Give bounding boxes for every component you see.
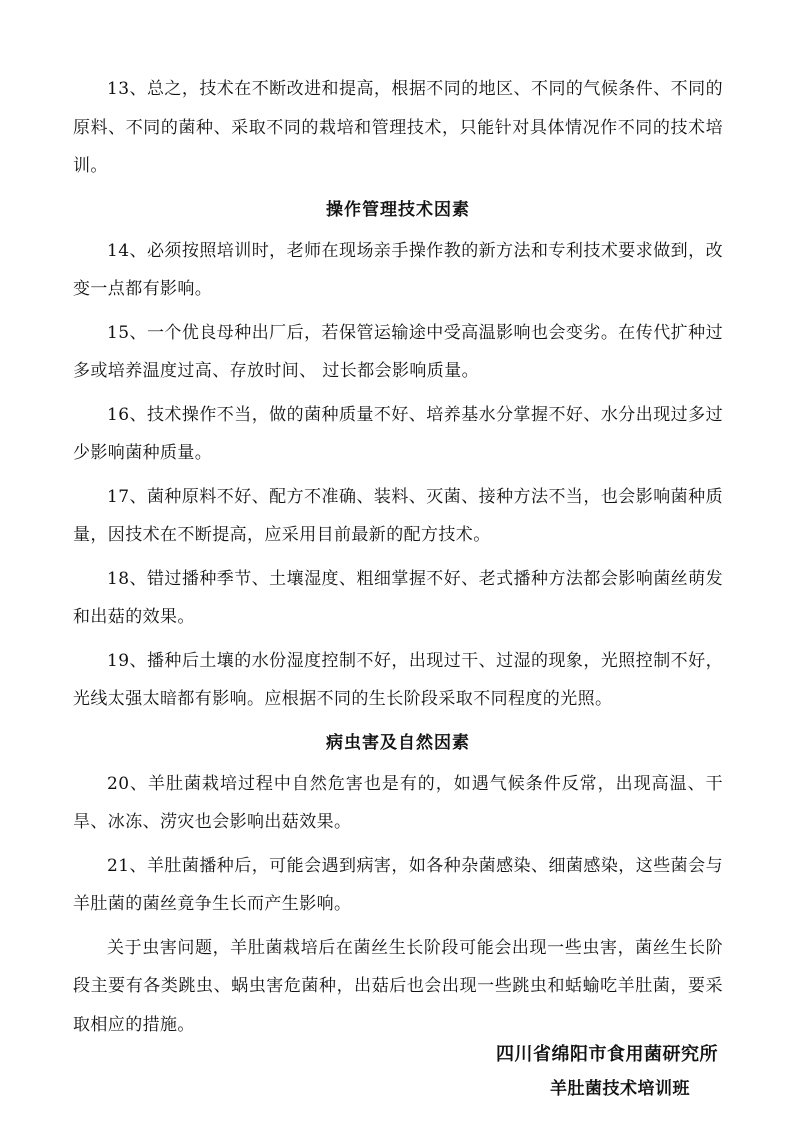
paragraph-19: 19、播种后土壤的水份湿度控制不好，出现过干、过湿的现象，光照控制不好，光线太强太暗都有影响。应根据不同的生长阶段采取不同程度的光照。 xyxy=(73,650,723,709)
section-heading-operation: 操作管理技术因素 xyxy=(326,199,470,220)
section-heading-disease: 病虫害及自然因素 xyxy=(326,732,470,753)
paragraph-14: 14、必须按照培训时，老师在现场亲手操作教的新方法和专利技术要求做到，改变一点都有影响。 xyxy=(73,240,723,299)
signature-training-class: 羊肚菌技术培训班 xyxy=(550,1079,690,1099)
paragraph-20: 20、羊肚菌栽培过程中自然危害也是有的，如遇气候条件反常，出现高温、干旱、冰冻、涝灾也会影响出菇效果。 xyxy=(73,773,723,832)
paragraph-13: 13、总之，技术在不断改进和提高，根据不同的地区、不同的气候条件、不同的原料、不同的菌种、采取不同的栽培和管理技术，只能针对具体情况作不同的技术培训。 xyxy=(73,79,723,176)
paragraph-17: 17、菌种原料不好、配方不准确、装料、灭菌、接种方法不当，也会影响菌种质量，因技术在不断提高，应采用目前最新的配方技术。 xyxy=(73,486,723,545)
signature-organization: 四川省绵阳市食用菌研究所 xyxy=(496,1044,718,1065)
paragraph-15: 15、一个优良母种出厂后，若保管运输途中受高温影响也会变劣。在传代扩种过多或培养温度过高、存放时间、 过长都会影响质量。 xyxy=(73,322,723,381)
paragraph-pests: 关于虫害问题，羊肚菌栽培后在菌丝生长阶段可能会出现一些虫害，菌丝生长阶段主要有各类跳虫、蜗虫害危菌种，出菇后也会出现一些跳虫和蛞蝓吃羊肚菌，要采取相应的措施。 xyxy=(73,937,723,1035)
paragraph-18: 18、错过播种季节、土壤湿度、粗细掌握不好、老式播种方法都会影响菌丝萌发和出菇的效果。 xyxy=(73,568,723,627)
paragraph-21: 21、羊肚菌播种后，可能会遇到病害，如各种杂菌感染、细菌感染，这些菌会与羊肚菌的菌丝竟争生长而产生影响。 xyxy=(73,855,723,914)
paragraph-16: 16、技术操作不当，做的菌种质量不好、培养基水分掌握不好、水分出现过多过少影响菌种质量。 xyxy=(73,404,723,463)
document-body xyxy=(73,70,723,1049)
